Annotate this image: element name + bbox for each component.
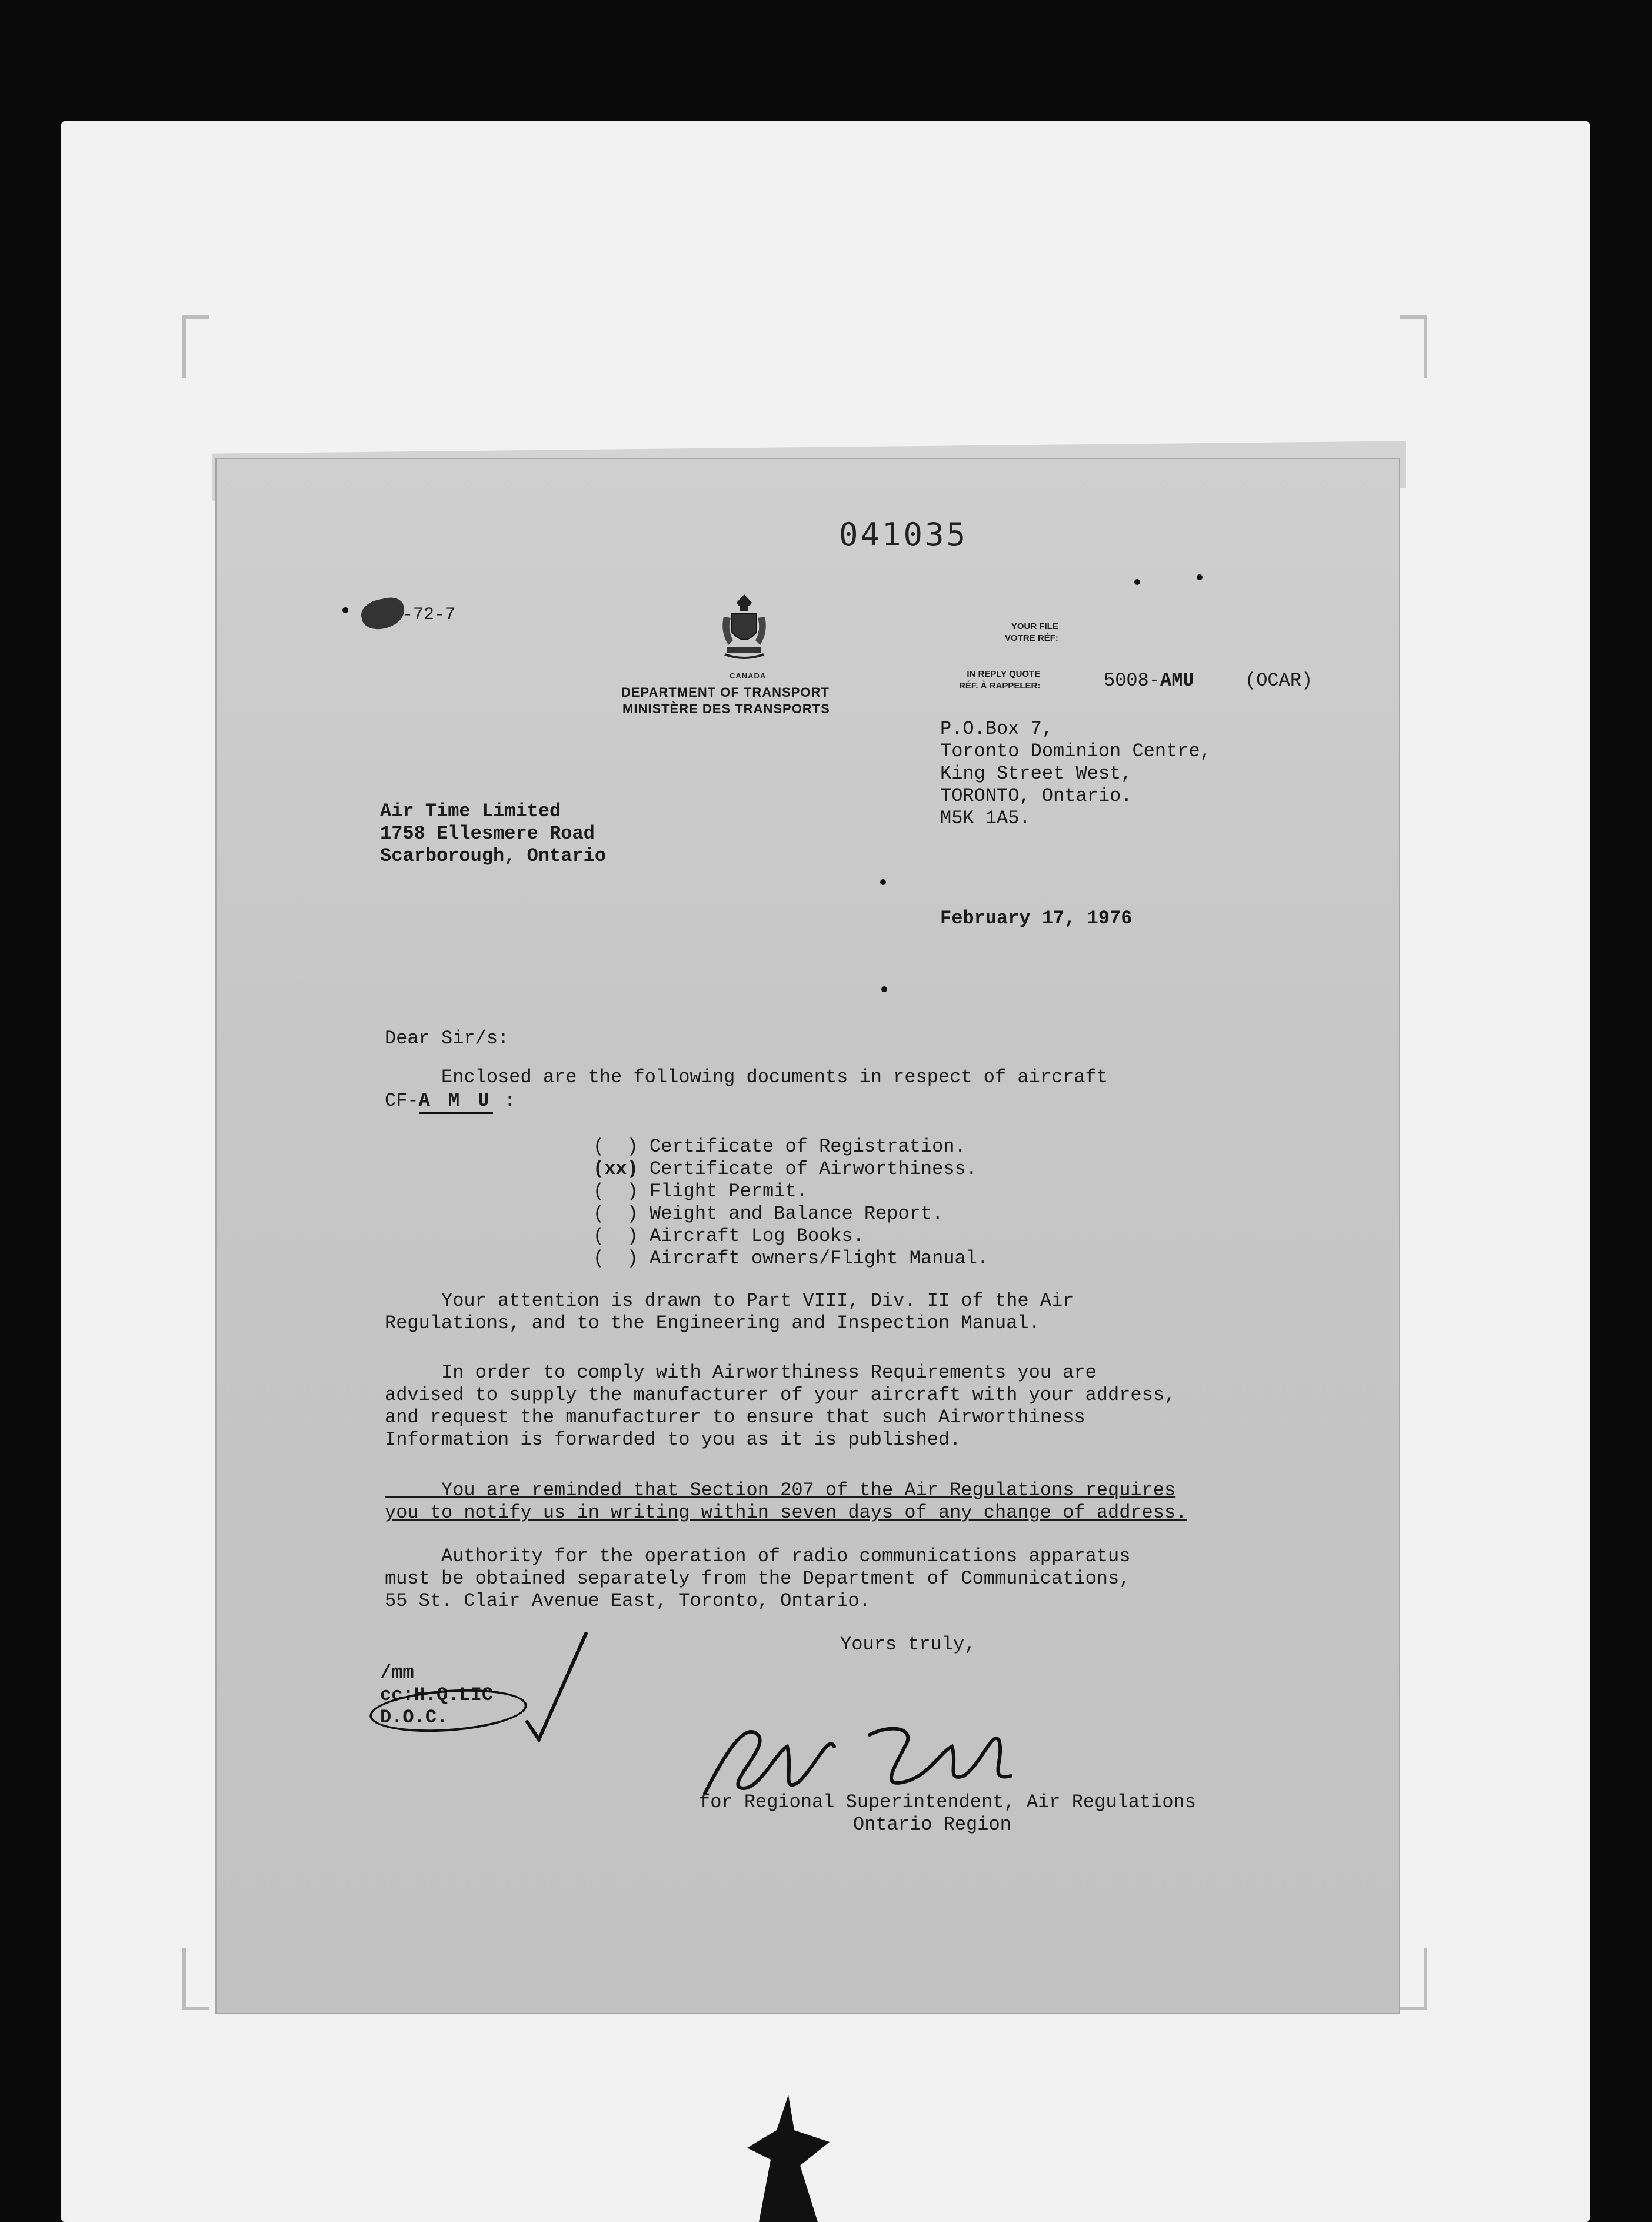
paragraph-radio-authority: Authority for the operation of radio communications apparatus must be obtained separately from the Department of Communications, 55 St. Clair Avenue East, Toronto, Ontario. [385, 1545, 1131, 1612]
reply-ref-prefix: 5008- [1104, 670, 1161, 691]
return-address: P.O.Box 7, Toronto Dominion Centre, King Street West, TORONTO, Ontario. M5K 1A5. [940, 718, 1211, 829]
department-name-fr: MINISTÈRE DES TRANSPORTS [622, 701, 830, 716]
cf-suffix: : [492, 1090, 516, 1112]
reply-reference [1104, 670, 1194, 692]
checklist-item: ( ) Weight and Balance Report. [593, 1203, 944, 1225]
checklist-item: (xx) Certificate of Airworthiness. [593, 1158, 977, 1180]
file-number: -72-7 [402, 605, 456, 625]
salutation: Dear Sir/s: [385, 1027, 509, 1049]
aircraft-registration [385, 1090, 515, 1114]
film-artifact [735, 2095, 841, 2222]
stamp-number: 041035 [839, 516, 968, 553]
department-name-en: DEPARTMENT OF TRANSPORT [621, 685, 830, 700]
recipient-address: Air Time Limited 1758 Ellesmere Road Scarborough, Ontario [380, 800, 607, 867]
canada-coat-of-arms-icon [719, 591, 770, 661]
checklist-item: ( ) Flight Permit. [593, 1180, 808, 1202]
speck [1197, 574, 1203, 580]
paragraph-regulations: Your attention is drawn to Part VIII, Div. II of the Air Regulations, and to the Engineering and Inspection Manual. [385, 1290, 1074, 1334]
paragraph-change-of-address: You are reminded that Section 207 of the Air Regulations requires you to notify us in writing within seven days of any change of address. [385, 1479, 1187, 1524]
crest-label: CANADA [730, 671, 767, 680]
signature-title: for Regional Superintendent, Air Regulations [699, 1791, 1196, 1813]
reply-ref-suffix: (OCAR) [1245, 670, 1313, 691]
intro-line: Enclosed are the following documents in respect of aircraft [385, 1066, 1108, 1088]
checklist-item: ( ) Aircraft owners/Flight Manual. [593, 1248, 989, 1269]
checklist-item: ( ) Aircraft Log Books. [593, 1225, 864, 1247]
your-file-label: YOUR FILE VOTRE RÉF: [1005, 621, 1058, 643]
checkmark-icon [521, 1628, 592, 1745]
reply-ref-code: AMU [1160, 670, 1194, 691]
cf-registration: A M U [419, 1090, 493, 1114]
checklist-item: ( ) Certificate of Registration. [593, 1136, 966, 1157]
speck [881, 986, 887, 992]
signature-region: Ontario Region [853, 1814, 1011, 1835]
letter-page [217, 459, 1399, 2013]
paragraph-airworthiness: In order to comply with Airworthiness Requirements you are advised to supply the manufacturer of your aircraft with your address, and request the manufacturer to ensure that such Airworthiness Information is forwarded to you as it is published. [385, 1362, 1176, 1451]
crop-mark-bottom-left [182, 1948, 209, 2010]
crop-mark-top-right [1400, 315, 1427, 378]
reference-initials: /mm cc:H.Q.LIC D.O.C. [380, 1662, 494, 1728]
reply-quote-label: IN REPLY QUOTE RÉF. À RAPPELER: [959, 669, 1041, 691]
speck [342, 607, 348, 613]
speck [880, 879, 886, 885]
crop-mark-top-left [182, 315, 209, 378]
cf-prefix: CF- [385, 1090, 419, 1112]
crop-mark-bottom-right [1400, 1948, 1427, 2010]
letter-date: February 17, 1976 [940, 907, 1133, 929]
speck [1134, 579, 1140, 585]
ink-blot [359, 595, 408, 633]
closing: Yours truly, [840, 1634, 976, 1655]
